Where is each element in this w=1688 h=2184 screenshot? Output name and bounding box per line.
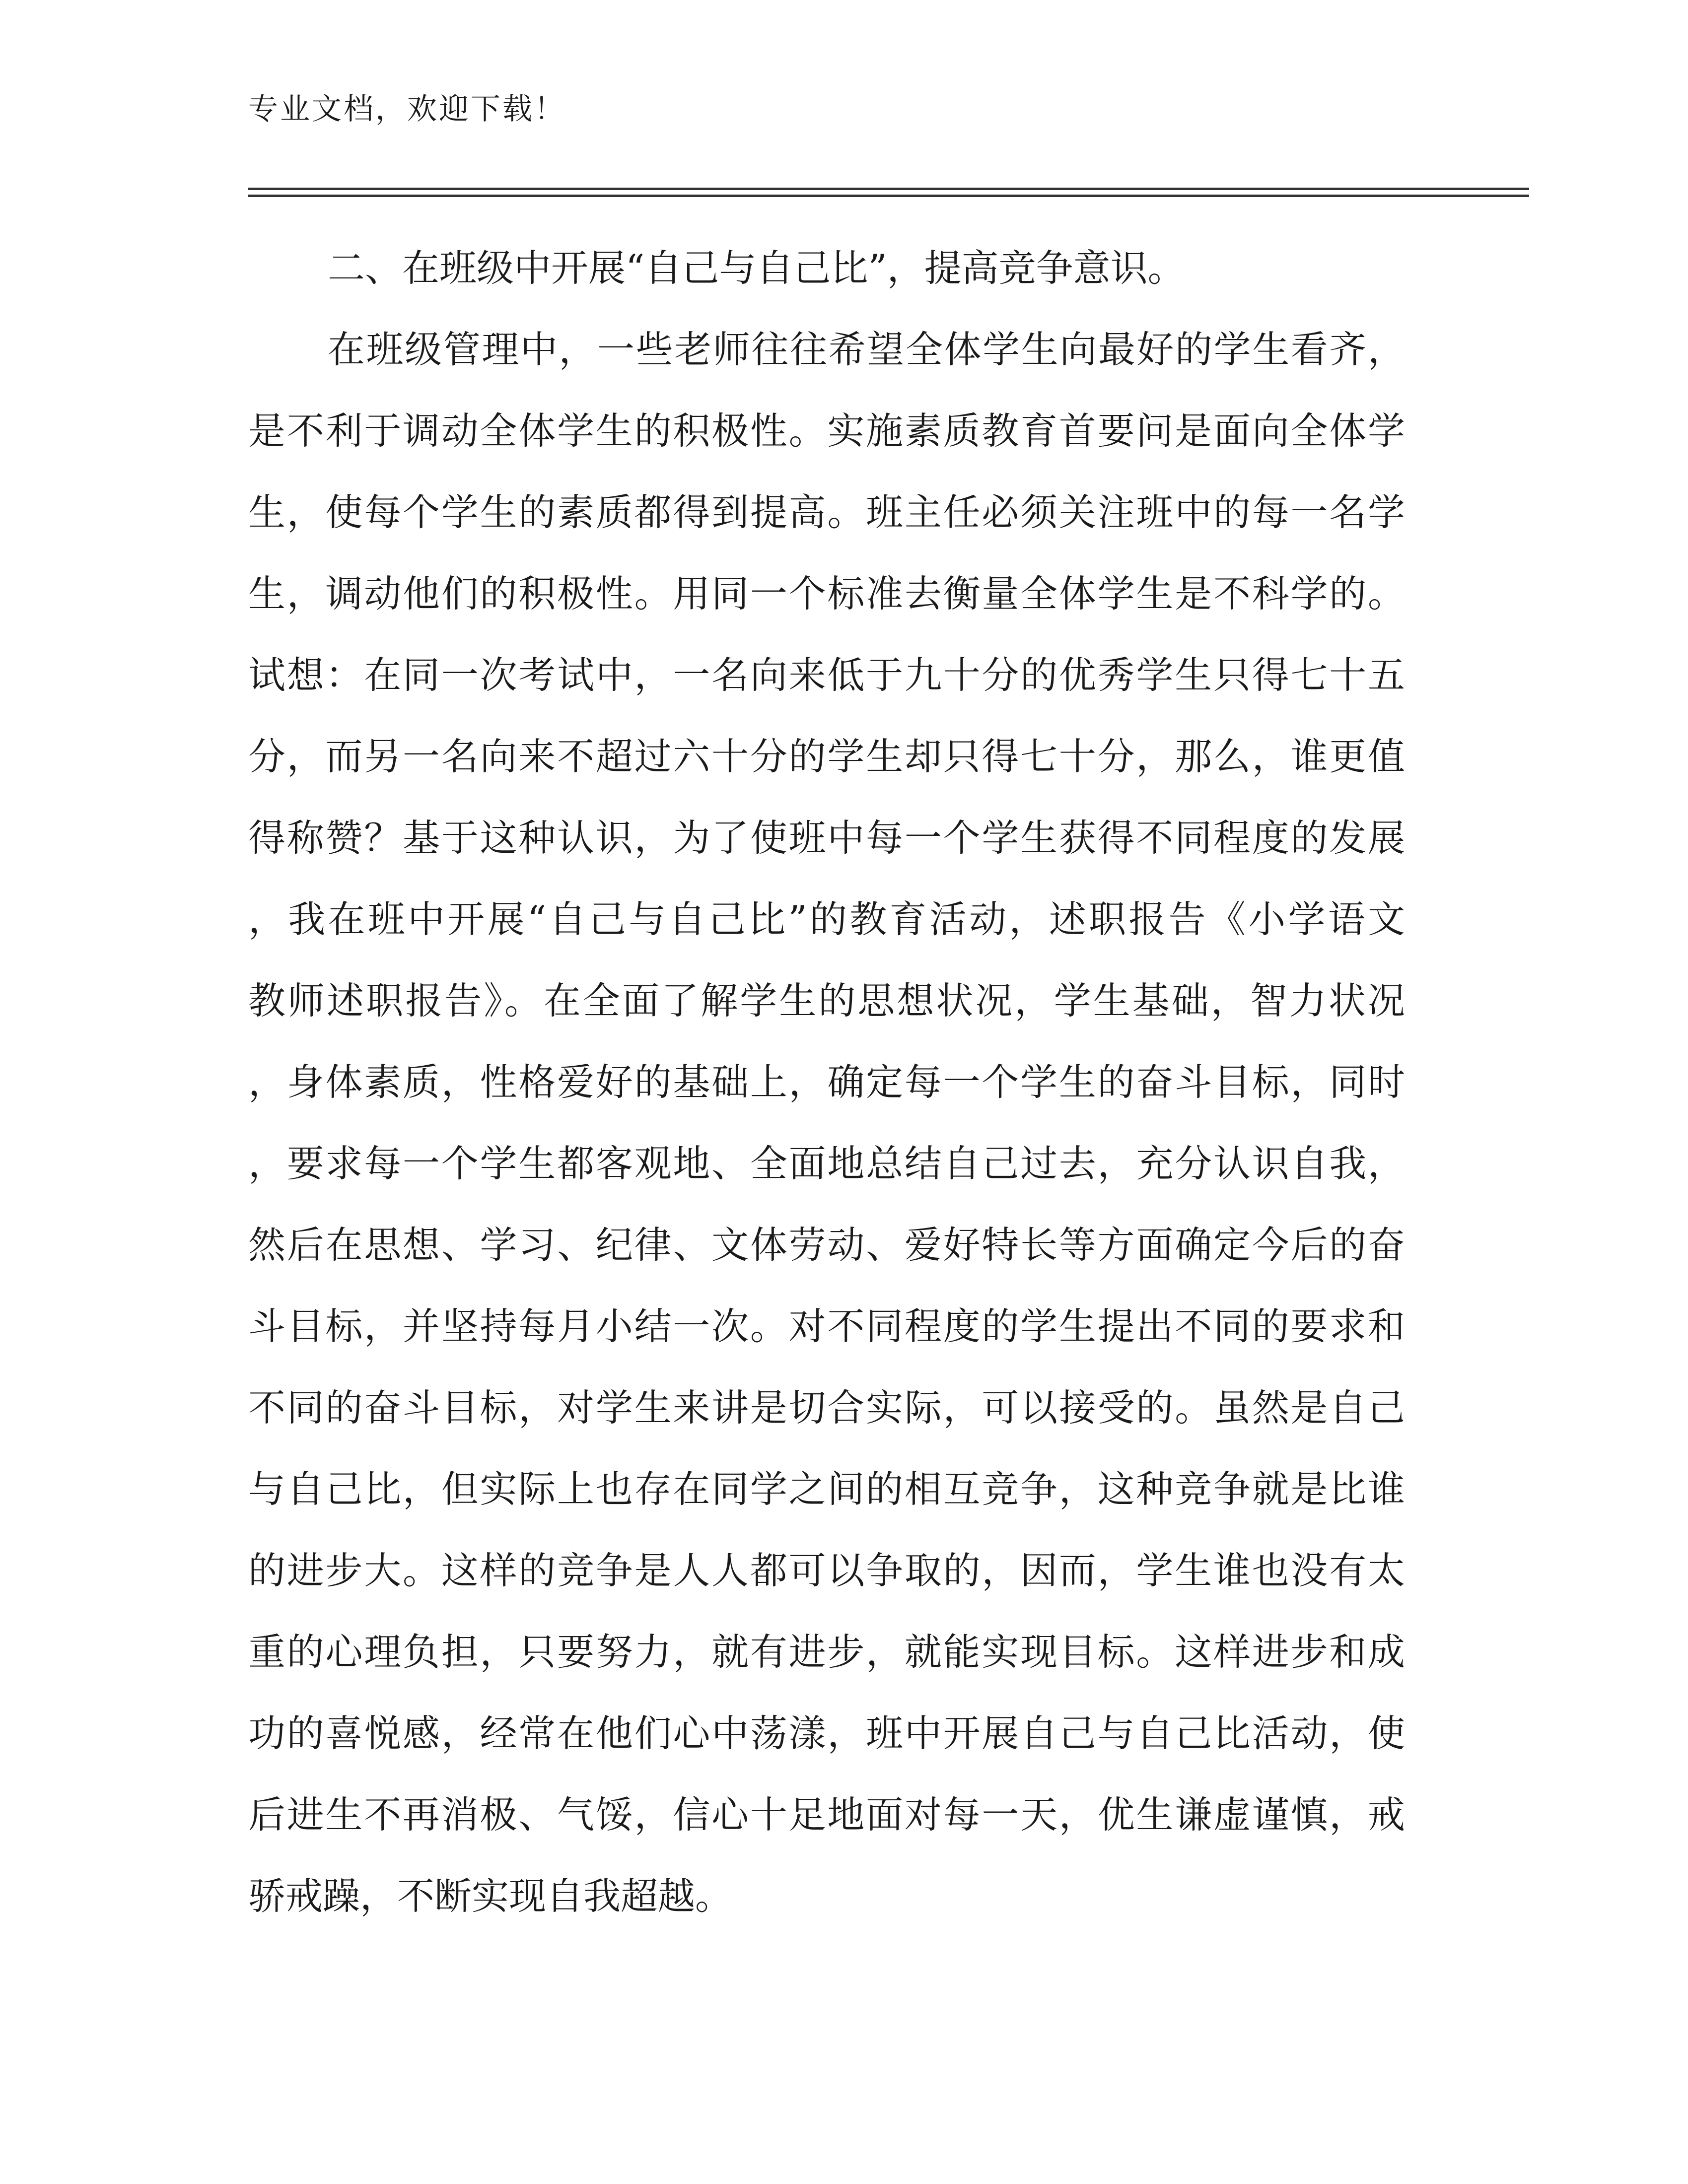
paragraph-line: 在班级管理中，一些老师往往希望全体学生向最好的学生看齐， [328,328,1405,371]
paragraph-line: 斗目标，并坚持每月小结一次。对不同程度的学生提出不同的要求和 [248,1304,1405,1348]
header-divider-top [248,188,1529,190]
paragraph-line: ，我在班中开展“自己与自己比”的教育活动，述职报告《小学语文 [248,897,1405,941]
paragraph-line: 不同的奋斗目标，对学生来讲是切合实际，可以接受的。虽然是自己 [248,1386,1405,1430]
page-header: 专业文档，欢迎下载！ [248,92,566,127]
paragraph-line: 功的喜悦感，经常在他们心中荡漾，班中开展自己与自己比活动，使 [248,1711,1405,1755]
paragraph-line: 骄戒躁，不断实现自我超越。 [248,1874,733,1918]
paragraph-line: 的进步大。这样的竞争是人人都可以争取的，因而，学生谁也没有太 [248,1549,1405,1592]
paragraph-line: 后进生不再消极、气馁，信心十足地面对每一天，优生谦虚谨慎，戒 [248,1793,1405,1837]
paragraph-line: 生，使每个学生的素质都得到提高。班主任必须关注班中的每一名学 [248,490,1405,534]
paragraph-line: 试想：在同一次考试中，一名向来低于九十分的优秀学生只得七十五 [248,653,1405,697]
paragraph-line: 重的心理负担，只要努力，就有进步，就能实现目标。这样进步和成 [248,1630,1405,1674]
paragraph-line: ，身体素质，性格爱好的基础上，确定每一个学生的奋斗目标，同时 [248,1060,1405,1104]
paragraph-line: 与自己比，但实际上也存在同学之间的相互竞争，这种竞争就是比谁 [248,1467,1405,1511]
paragraph-line: ，要求每一个学生都客观地、全面地总结自己过去，充分认识自我， [248,1142,1405,1185]
section-heading: 二、在班级中开展“自己与自己比”，提高竞争意识。 [328,246,1185,290]
paragraph-line: 得称赞？基于这种认识，为了使班中每一个学生获得不同程度的发展 [248,816,1405,860]
paragraph-line: 生，调动他们的积极性。用同一个标准去衡量全体学生是不科学的。 [248,572,1405,615]
paragraph-line: 然后在思想、学习、纪律、文体劳动、爱好特长等方面确定今后的奋 [248,1223,1405,1267]
header-divider-bottom [248,195,1529,197]
document-body [248,227,1405,1937]
paragraph-line: 教师述职报告》。在全面了解学生的思想状况，学生基础，智力状况 [248,979,1405,1023]
paragraph-line: 分，而另一名向来不超过六十分的学生却只得七十分，那么，谁更值 [248,735,1405,778]
paragraph-line: 是不利于调动全体学生的积极性。实施素质教育首要问是面向全体学 [248,409,1405,453]
